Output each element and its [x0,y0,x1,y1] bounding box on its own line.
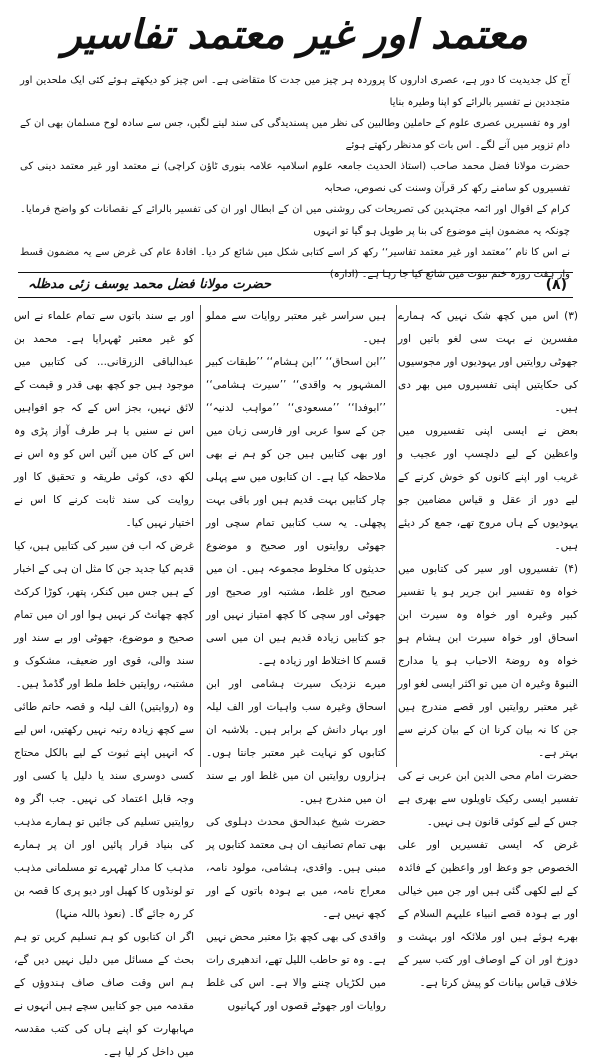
body-paragraph: حضرت شیخ عبدالحق محدث دہلوی کی بھی تمام تصانیف ان ہی معتمد کتابوں پر مبنی ہیں۔ واقدی، ہشامی، مولود نامہ، معراج نامہ، میں بے ہودہ باتوں کے اور کچھ نہیں ہے۔ [206,816,386,920]
column-divider [200,305,201,767]
body-paragraph: واقدی کی بھی کچھ بڑا معتبر محض نہیں ہے۔ وہ تو حاطب اللیل تھے، اندھیری رات میں لکڑیاں چننے والا ہے۔ اس کی غلط روایات اور جھوٹے قصوں اور کہانیوں [206,931,386,1012]
installment-number: (۸) [545,277,567,293]
body-paragraph: ہیں سراسر غیر معتبر روایات سے مملو ہیں۔ [206,310,386,345]
body-paragraph: غرض کہ ایسی تفسیریں اور علی الخصوص جو وعظ اور واعظین کے فائدہ کے لیے لکھی گئی ہیں اور جن میں خیالی اور بے ہودہ قصے انبیاء علیہم السلام کے بھرے ہوئے ہیں اور ملائکہ اور بہشت و دوزخ اور ان کے اوصاف اور کتب سیر کے خلاف قیاس بیانات کو پیش کرتا ہے۔ [398,839,578,989]
intro-paragraph: نے اس کا نام ’’معتمد اور غیر معتمد تفاسیر‘‘ رکھ کر اسے کتابی شکل میں شائع کر دیا۔ افادۂ عام کی غرض سے یہ مضمون قسط وار ہفت روزہ ختم نبوت میں شائع کیا جا رہا ہے۔ (ادارہ) [20,247,570,280]
column-divider [396,305,397,767]
body-paragraph: میرے نزدیک سیرت ہشامی اور ابن اسحاق وغیرہ سب واہیات اور الف لیلہ اور بہار دانش کے برابر ہیں۔ بلاشبہ ان کتابوں کو نہایت غیر معتبر جانتا ہوں۔ ہزاروں روایتیں ان میں غلط اور بے سند ان میں مندرج ہیں۔ [206,678,386,805]
text-column-right [398,305,578,989]
body-paragraph: اور بے سند باتوں سے تمام علماء نے اس کو غیر معتبر ٹھہرایا ہے۔ محمد بن عبدالباقی الزرقانی... کی کتابیں میں موجود ہیں جو کچھ بھی قدر و قیمت کے لائق نہیں، بجز اس کے کہ جو افواہیں اس نے سنیں یا ہر طرف آواز پڑی وہ اس کے کان میں آئیں اس کو وہ اس نے لکھ دی، کوئی طریقہ و تحقیق کا اور روایت کی سند ثابت کرنے کا اس نے اختیار نہیں کیا۔ [14,310,194,529]
intro-paragraph: حضرت مولانا فضل محمد صاحب (استاذ الحدیث جامعہ علوم اسلامیہ علامہ بنوری ٹاؤن کراچی) نے معتمد اور غیر معتمد دینی کی تفسیروں کو سامنے رکھ کر قرآن وسنت کی نصوص، صحابہ [20,161,570,194]
body-paragraph: حضرت امام محی الدین ابن عربی نے کی تفسیر ایسی رکیک تاویلوں سے بھری ہے جس کے لیے کوئی قانون ہی نہیں۔ [398,770,578,828]
text-column-middle [206,305,386,1012]
body-paragraph: ’’ابن اسحاق‘‘ ’’ابن ہشام‘‘ ’’طبقات کبیر المشہور بہ واقدی‘‘ ’’سیرت ہشامی‘‘ ’’ابوفدا‘‘ ’’مسعودی‘‘ ’’مواہب لدنیہ‘‘ جن کے سوا عربی اور فارسی زبان میں اور بھی کتابیں ہیں جن کو ہم نے بھی ملاحظہ کیا ہے۔ ان کتابوں میں سے پہلی چار کتابیں بہت قدیم ہیں اور باقی بہت پچھلی۔ یہ سب کتابیں تمام سچی اور جھوٹی روایتوں اور صحیح و موضوع حدیثوں کا مخلوط مجموعہ ہیں۔ ان میں صحیح اور غلط، مشتبہ اور صحیح اور جھوٹی اور سچی کا کچھ امتیاز نہیں اور جو کتابیں زیادہ قدیم ہیں ان میں اسی قسم کا اختلاط اور زیادہ ہے۔ [206,356,386,667]
body-paragraph: اگر ان کتابوں کو ہم تسلیم کریں تو ہم بحث کے مسائل میں دلیل نہیں دیں گے، ہم اس وقت صاف صاف ہندوؤں کے مقدمہ میں جو کتابیں سچے ہیں انہوں نے مہابھارت کو اپنے ہاں کی کتب مقدسہ میں داخل کر لیا ہے۔ [14,931,194,1058]
body-paragraph: بعض نے ایسی اپنی تفسیروں میں واعظین کے لیے دلچسپ اور عجیب و غریب اور اپنے کانوں کو خوش کرنے کے لیے دور از عقل و قیاس مضامین جو یہودیوں کے ہاں مروج تھے، جمع کر دیئے ہیں۔ [398,425,578,552]
body-paragraph: (۴) تفسیروں اور سیر کی کتابوں میں خواہ وہ تفسیر ابن جریر ہو یا تفسیر کبیر وغیرہ اور خواہ وہ سیرت ابن اسحاق اور خواہ سیرت ابن ہشام ہو خواہ وہ روضۃ الاحباب ہو یا مدارج النبوۃ وغیرہ ان میں تو اکثر ایسی لغو اور غیر معتبر روایتیں اور قصے مندرج ہیں جن کا نہ بیان کرنا ان کے بیان کرنے سے بہتر ہے۔ [398,563,578,759]
article-intro [20,70,570,280]
article-title: معتمد اور غیر معتمد تفاسیر [62,11,528,58]
body-paragraph: غرض کہ اب فن سیر کی کتابیں ہیں، کیا قدیم کیا جدید جن کا مثل ان ہی کے اخبار کے ہیں جس میں کنکر، پتھر، کوڑا کرکٹ کچھ چھانٹ کر نہیں ہوا اور ان میں تمام صحیح و موضوع، جھوٹی اور بے سند اور سند والی، قوی اور ضعیف، مشکوک و مشتبہ، روایتیں خلط ملط اور گڈمڈ ہیں۔ [14,540,194,690]
intro-paragraph: آج کل جدیدیت کا دور ہے، عصری اداروں کا پروردہ ہر چیز میں جدت کا متقاضی ہے۔ اس چیز کو دیکھتے ہوئے کئی ایک ملحدین اور متجددین نے تفسیر بالرائے کو اپنا وطیرہ بنایا [20,75,570,108]
intro-paragraph: کرام کے اقوال اور ائمہ مجتہدین کی تصریحات کی روشنی میں ان کے ابطال اور ان کی تفسیر بالرائے کے نقصانات کو واضح فرمایا۔ چونکہ یہ مضمون اپنے موضوع کی بنا پر طویل ہو گیا تو انہوں [20,204,570,237]
byline-bar [18,272,573,298]
body-paragraph: وہ (روایتیں) الف لیلہ و قصہ حاتم طائی سے کچھ زیادہ رتبہ نہیں رکھتیں، اس لیے کہ انہیں اپنے ثبوت کے لیے بالکل محتاج کسی دوسری سند یا دلیل یا کسی اور وجہ قابل اعتماد کی نہیں۔ جب اگر وہ روایتیں تسلیم کی جائیں تو ہمارے مذہب کی بنیاد قرار پائیں اور ان پر ہمارے مذہب کا مدار ٹھہرے تو مسلمانی مذہب تو لونڈوں کا کھیل اور دیو پری کا قصہ بن کر رہ جائے گا۔ (نعوذ باللہ منہا) [14,701,194,920]
body-paragraph: (۳) اس میں کچھ شک نہیں کہ ہمارے مفسرین نے بہت سی لغو باتیں اور جھوٹی روایتیں اور یہودیوں اور مجوسیوں کی حکایتیں اپنی تفسیروں میں بھر دی ہیں۔ [398,310,578,414]
intro-paragraph: اور وہ تفسیریں عصری علوم کے حاملین وطالبین کی نظر میں پسندیدگی کی سند لینے لگیں، جس سے سادہ لوح مسلمان بھی ان کے دام تزویر میں آنے لگے۔ اس بات کو مدنظر رکھتے ہوئے [20,118,570,151]
author-name: حضرت مولانا فضل محمد یوسف زئی مدظلہ [28,277,272,292]
text-column-left [14,305,194,1058]
